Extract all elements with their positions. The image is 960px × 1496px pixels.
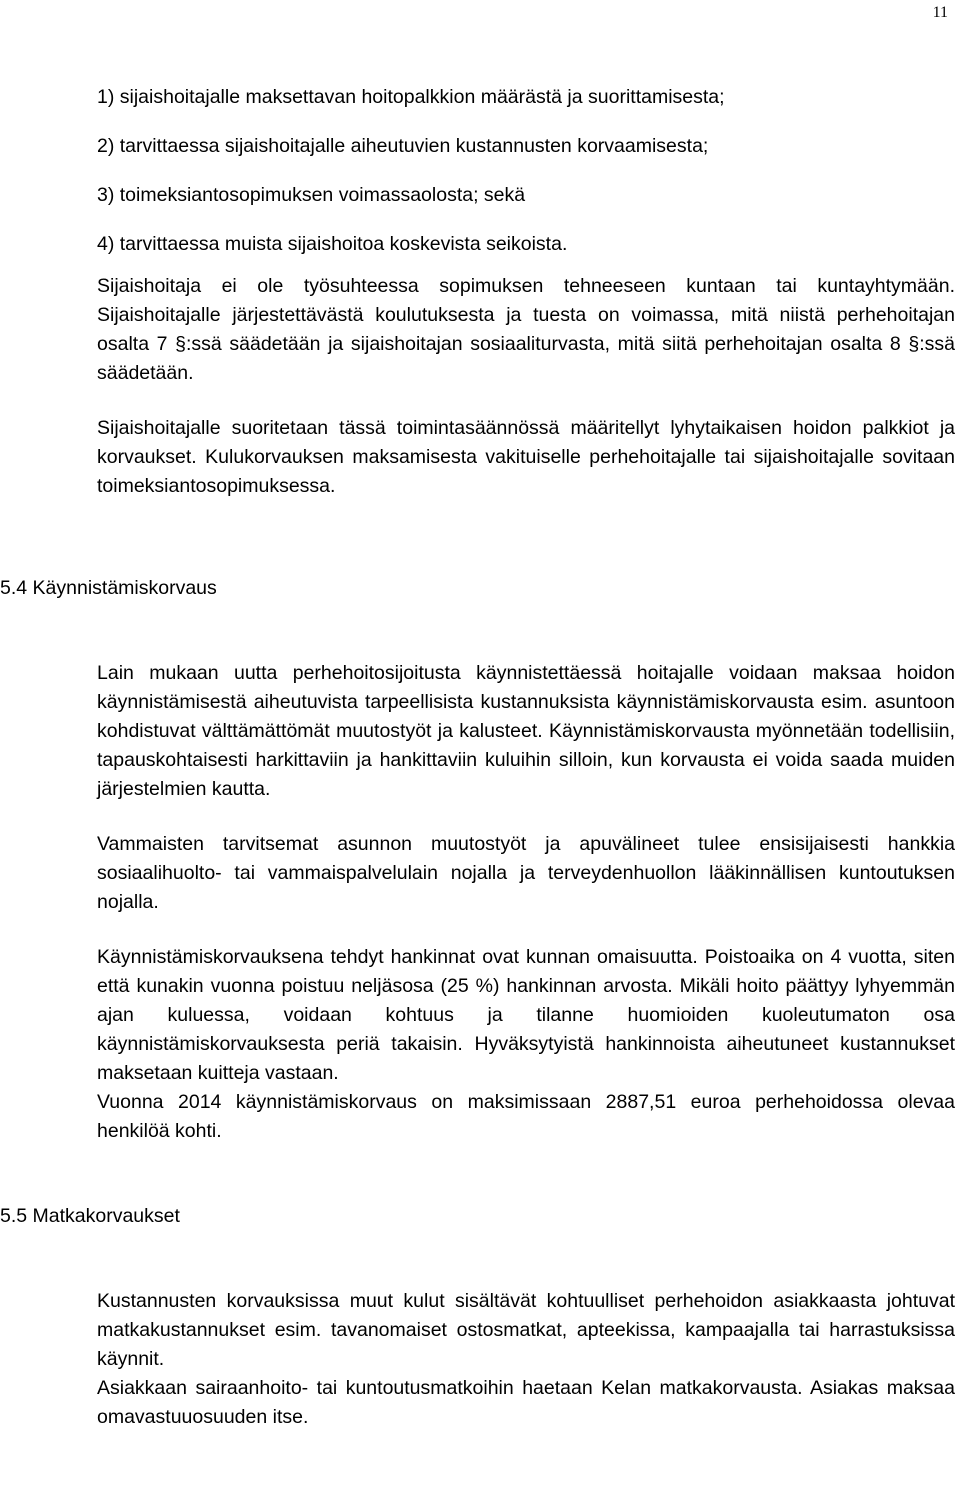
paragraph-startup-compensation: Lain mukaan uutta perhehoitosijoitusta käynnistettäessä hoitajalle voidaan maksaa hoidon käynnistämisestä aiheutuvista tarpeellisista kustannuksista käynnistämiskorvausta esim. asuntoon kohdistuvat välttämättömät muutostyöt ja kalusteet. Käynnistämiskorvausta myönnetään todellisiin, tapauskohtaisesti harkittaviin ja hankittaviin kuluihin silloin, kun korvausta ei voida saada muiden järjestelmien kautta. — [97, 662, 955, 800]
paragraph-acquisitions-ownership: Käynnistämiskorvauksena tehdyt hankinnat ovat kunnan omaisuutta. Poistoaika on 4 vuotta, siten että kunakin vuonna poistuu neljäsosa (25 %) hankinnan arvosta. Mikäli hoito päättyy lyhyemmän ajan kuluessa, voidaan kohtuus ja tilanne huomioiden kuoleutumaton osa käynnistämiskorvauksesta periä takaisin. Hyväksytyistä hankinnoista aiheutuneet kustannukset maksetaan kuitteja vastaan. — [97, 946, 955, 1084]
list-item: 3) toimeksiantosopimuksen voimassaolosta; sekä — [97, 184, 526, 206]
paragraph-substitute-fees: Sijaishoitajalle suoritetaan tässä toimintasäännössä määritellyt lyhytaikaisen hoidon palkkiot ja korvaukset. Kulukorvauksen maksamisesta vakituiselle perhehoitajalle tai sijaishoitajalle sovitaan toimeksiantosopimuksessa. — [97, 417, 955, 497]
page-number: 11 — [932, 4, 948, 21]
list-item: 2) tarvittaessa sijaishoitajalle aiheutuvien kustannusten korvaamisesta; — [97, 135, 709, 157]
list-item: 1) sijaishoitajalle maksettavan hoitopalkkion määrästä ja suorittamisesta; — [97, 86, 725, 108]
paragraph-medical-travel: Asiakkaan sairaanhoito- tai kuntoutusmatkoihin haetaan Kelan matkakorvausta. Asiakas maksaa omavastuuosuuden itse. — [97, 1377, 955, 1428]
paragraph-disability-modifications: Vammaisten tarvitsemat asunnon muutostyöt ja apuvälineet tulee ensisijaisesti hankkia sosiaalihuolto- tai vammaispalvelulain nojalla ja terveydenhuollon lääkinnällisen kuntoutuksen nojalla. — [97, 833, 955, 913]
list-item: 4) tarvittaessa muista sijaishoitoa koskevista seikoista. — [97, 233, 568, 255]
numbered-list — [97, 83, 955, 259]
section-heading-5-5: 5.5 Matkakorvaukset — [0, 1205, 180, 1227]
paragraph-maximum-amount: Vuonna 2014 käynnistämiskorvaus on maksimissaan 2887,51 euroa perhehoidossa olevaa henkilöä kohti. — [97, 1091, 955, 1142]
document-body — [0, 83, 955, 1432]
paragraph-substitute-status: Sijaishoitaja ei ole työsuhteessa sopimuksen tehneeseen kuntaan tai kuntayhtymään. Sijaishoitajalle järjestettävästä koulutuksesta ja tuesta on voimassa, mitä niistä perhehoitajan osalta 7 §:ssä säädetään ja sijaishoitajan sosiaaliturvasta, mitä siitä perhehoitajan osalta 8 §:ssä säädetään. — [97, 275, 955, 384]
paragraph-travel-costs: Kustannusten korvauksissa muut kulut sisältävät kohtuulliset perhehoidon asiakkaasta johtuvat matkakustannukset esim. tavanomaiset ostosmatkat, apteekissa, kampaajalla tai harrastuksissa käynnit. — [97, 1290, 955, 1370]
section-heading-5-4: 5.4 Käynnistämiskorvaus — [0, 577, 217, 599]
